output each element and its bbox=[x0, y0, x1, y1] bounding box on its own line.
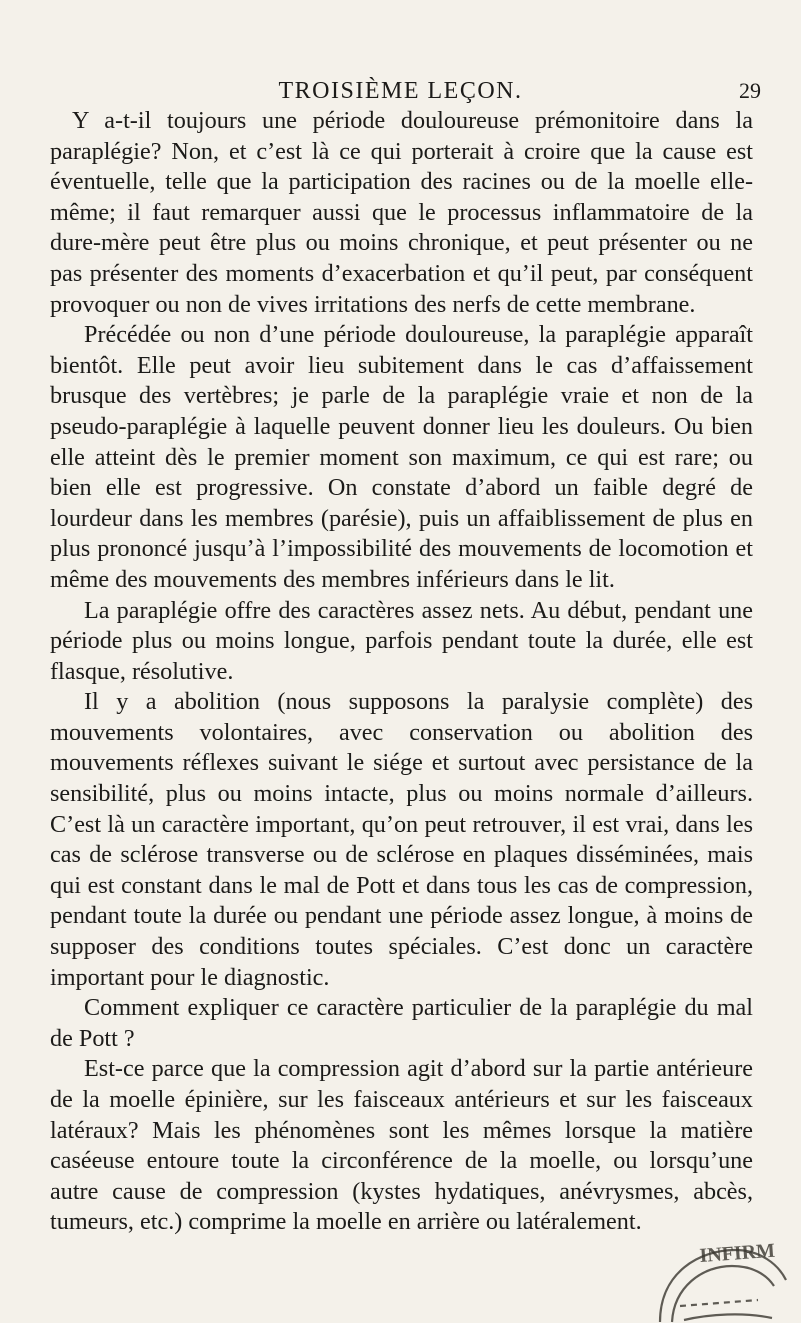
paragraph-1: Y a-t-il toujours une période douloureuse prémonitoire dans la paraplégie? Non, et c’est là ce qui porterait à croire que la cause est éventuelle, telle que la participation des racines ou de la moelle elle-même; il faut remarquer aussi que le processus inflammatoire de la dure-mère peut être plus ou moins chronique, et peut présenter ou ne pas présenter des moments d’exacerbation et qu’il peut, par conséquent provoquer ou non de vives irritations des nerfs de cette membrane. bbox=[50, 107, 753, 318]
paragraph-2: Précédée ou non d’une période douloureuse, la paraplégie apparaît bientôt. Elle peut avoir lieu subitement dans le cas d’affaissement brusque des vertèbres; je parle de la paraplégie vraie et non de la pseudo-paraplégie à laquelle peuvent donner lieu les douleurs. Ou bien elle atteint dès le premier moment son maximum, ce qui est rare; ou bien elle est progressive. On constate d’abord un faible degré de lourdeur dans les membres (parésie), puis un affaiblissement de plus en plus prononcé jusqu’à l’impossibilité des mouvements de locomotion et même des mouvements des membres inférieurs dans le lit. bbox=[50, 321, 753, 593]
library-stamp bbox=[640, 1232, 790, 1323]
paragraph-4: Il y a abolition (nous supposons la paralysie complète) des mouvements volontaires, avec conservation ou abolition des mouvements réflexes suivant le siége et surtout avec persistance de la sensibilité, plus ou moins intacte, plus ou moins normale d’ailleurs. C’est là un caractère important, qu’on peut retrouver, il est vrai, dans les cas de sclérose transverse ou de sclérose en plaques disséminées, mais qui est constant dans le mal de Pott et dans tous les cas de compression, pendant toute la durée ou pendant une période assez longue, à moins de supposer des conditions toutes spéciales. C’est donc un caractère important pour le diagnostic. bbox=[50, 688, 753, 991]
body-text bbox=[50, 106, 753, 1238]
running-title: TROISIÈME LEÇON. bbox=[278, 78, 523, 104]
paragraph-5: Comment expliquer ce caractère particulier de la paraplégie du mal de Pott ? bbox=[50, 994, 753, 1052]
running-head bbox=[0, 74, 801, 108]
stamp-lettering: INFIRM bbox=[698, 1239, 776, 1267]
page-number: 29 bbox=[739, 78, 761, 103]
paragraph-6: Est-ce parce que la compression agit d’abord sur la partie antérieure de la moelle épinière, sur les faisceaux antérieurs et sur les faisceaux latéraux? Mais les phénomènes sont les mêmes lorsque la matière caséeuse entoure toute la circonférence de la moelle, ou lorsqu’une autre cause de compression (kystes hydatiques, anévrysmes, abcès, tumeurs, etc.) comprime la moelle en arrière ou latéralement. bbox=[50, 1055, 753, 1236]
paragraph-3: La paraplégie offre des caractères assez nets. Au début, pendant une période plus ou moins longue, parfois pendant toute la durée, elle est flasque, résolutive. bbox=[50, 596, 753, 685]
